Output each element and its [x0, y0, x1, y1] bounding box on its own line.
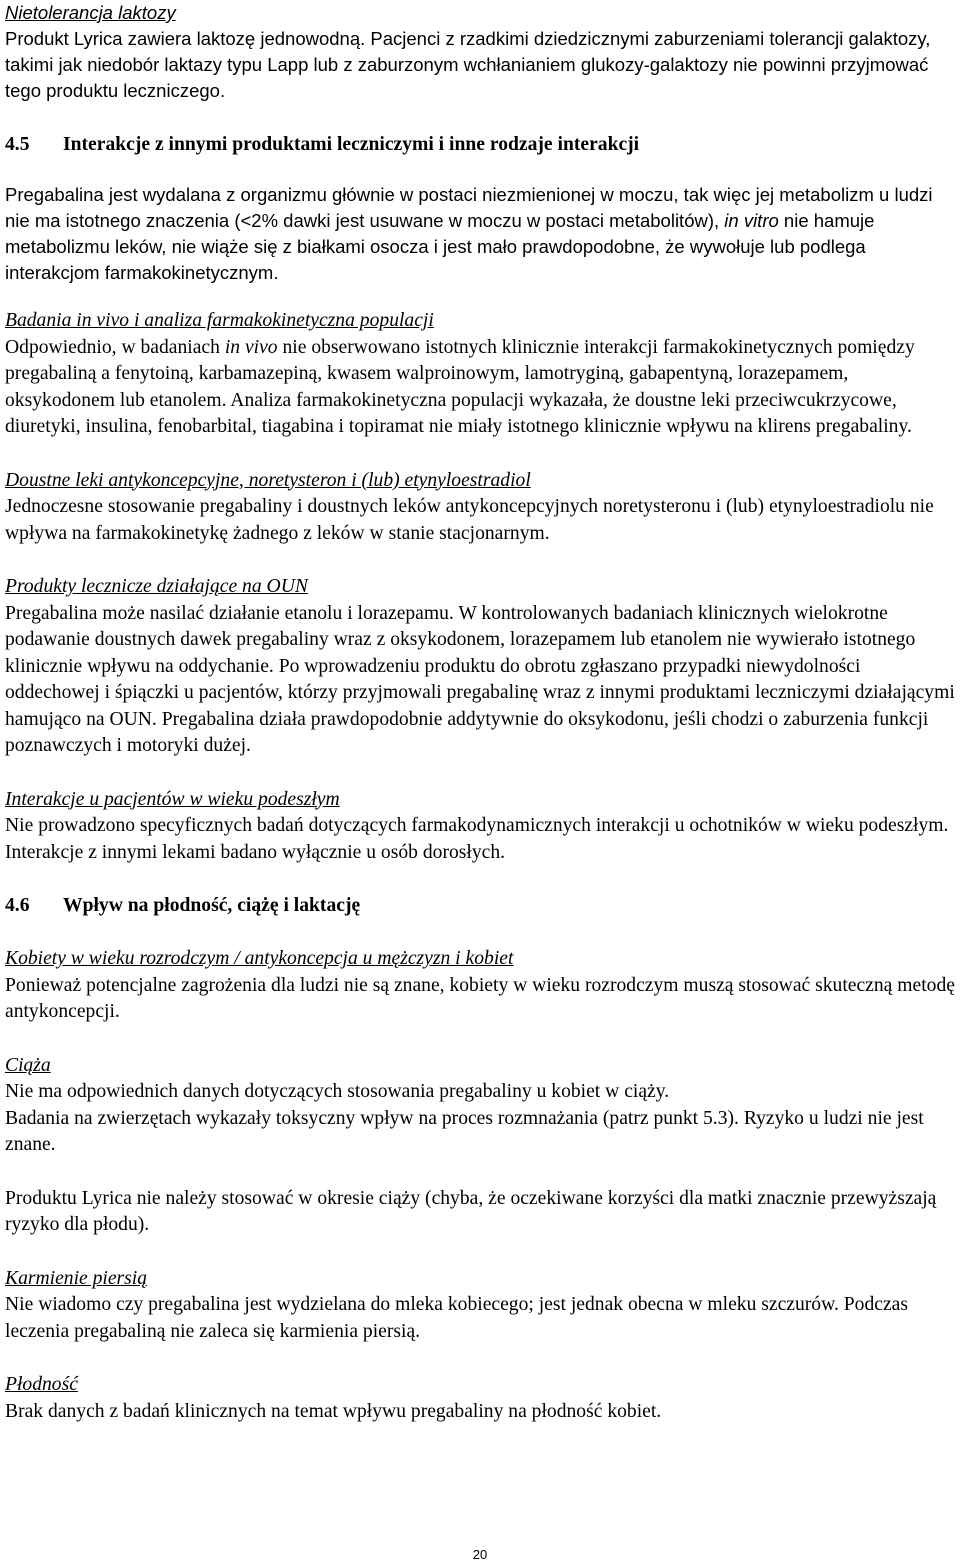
section-4-5-paragraph — [5, 182, 958, 286]
pregnancy-text-2: Produktu Lyrica nie należy stosować w okresie ciąży (chyba, że oczekiwane korzyści dla matki znacznie przewyższają ryzyko dla płodu). — [5, 1187, 937, 1235]
women-text: Ponieważ potencjalne zagrożenia dla ludzi nie są znane, kobiety w wieku rozrodczym muszą stosować skuteczną metodę antykoncepcji. — [5, 974, 955, 1022]
page-number: 20 — [472, 1547, 488, 1562]
fertility-heading: Płodność — [5, 1374, 78, 1395]
contraceptives-section — [5, 468, 958, 548]
elderly-section — [5, 787, 958, 867]
cns-text: Pregabalina może nasilać działanie etanolu i lorazepamu. W kontrolowanych badaniach klinicznych wielokrotne podawanie doustnych dawek pregabaliny wraz z oksykodonem, lorazepamem lub etanolem nie wywierało istotnego klinicznie wpływu na oddychanie. Po wprowadzeniu produktu do obrotu zgłaszano przypadki niewydolności oddechowej i śpiączki u pacjentów, którzy przyjmowali pregabalinę wraz z innymi produktami leczniczymi działającymi hamująco na OUN. Pregabalina działa prawdopodobnie addytywnie do oksykodonu, jeśli chodzi o zaburzenia funkcji poznawczych i motoryki dużej. — [5, 602, 955, 756]
section-4-5-heading — [5, 132, 958, 158]
elderly-text: Nie prowadzono specyficznych badań dotyczących farmakodynamicznych interakcji u ochotników w wieku podeszłym. Interakcje z innymi lekami badano wyłącznie u osób dorosłych. — [5, 815, 949, 863]
section-4-5-title: Interakcje z innymi produktami leczniczymi i inne rodzaje interakcji — [63, 134, 640, 155]
pregnancy-paragraph-2 — [5, 1186, 958, 1239]
section-4-6-heading — [5, 893, 958, 919]
pregnancy-line-2: Badania na zwierzętach wykazały toksyczny wpływ na proces rozmnażania (patrz punkt 5.3). Ryzyko u ludzi nie jest znane. — [5, 1107, 924, 1155]
section-4-6-number: 4.6 — [5, 895, 30, 916]
women-heading: Kobiety w wieku rozrodczym / antykoncepcja u mężczyzn i kobiet — [5, 948, 514, 969]
invivo-text — [5, 335, 958, 441]
in-vitro-term: in vitro — [724, 210, 779, 231]
cns-section — [5, 574, 958, 760]
breastfeeding-heading: Karmienie piersią — [5, 1267, 148, 1289]
contraceptives-text: Jednoczesne stosowanie pregabaliny i doustnych leków antykoncepcyjnych noretysteronu i (lub) etynyloestradiolu nie wpływa na farmakokinetykę żadnego z leków w stanie stacjonarnym. — [5, 496, 934, 544]
lactose-heading: Nietolerancja laktozy — [5, 2, 176, 23]
fertility-text: Brak danych z badań klinicznych na temat wpływu pregabaliny na płodność kobiet. — [5, 1400, 662, 1422]
invivo-text-end: nie obserwowano istotnych klinicznie interakcji farmakokinetycznych pomiędzy pregabaliną a fenytoiną, karbamazepiną, kwasem walproinowym, lamotryginą, gabapentyną, lorazepamem, oksykodonem lub etanolem. Analiza farmakokinetyczna populacji wykazała, że doustne leki przeciwcukrzycowe, diuretyki, insulina, fenobarbital, tiagabina i topiramat nie miały istotnego klinicznie wpływu na klirens pregabaliny. — [5, 336, 915, 437]
section-4-5-text-start: Pregabalina jest wydalana z organizmu głównie w postaci niezmienionej w moczu, tak więc jej metabolizm u ludzi nie ma istotnego znaczenia (<2% dawki jest usuwane w moczu w postaci metabolitów), — [5, 184, 933, 231]
contraceptives-heading: Doustne leki antykoncepcyjne, noretysteron i (lub) etynyloestradiol — [5, 469, 531, 491]
women-section — [5, 946, 958, 1026]
section-4-5-number: 4.5 — [5, 134, 30, 155]
invivo-text-start: Odpowiednio, w badaniach — [5, 336, 225, 358]
cns-heading: Produkty lecznicze działające na OUN — [5, 576, 308, 597]
breastfeeding-text: Nie wiadomo czy pregabalina jest wydzielana do mleka kobiecego; jest jednak obecna w mleku szczurów. Podczas leczenia pregabaliną nie zaleca się karmienia piersią. — [5, 1294, 908, 1342]
invivo-heading: Badania in vivo i analiza farmakokinetyczna populacji — [5, 310, 434, 331]
section-4-5-text-end: nie hamuje metabolizmu leków, nie wiąże się z białkami osocza i jest mało prawdopodobne, że wywołuje lub podlega interakcjom farmakokinetycznym. — [5, 210, 875, 283]
invivo-section — [5, 308, 958, 441]
lactose-text: Produkt Lyrica zawiera laktozę jednowodną. Pacjenci z rzadkimi dziedzicznymi zaburzeniami tolerancji galaktozy, takimi jak niedobór laktazy typu Lapp lub z zaburzonym wchłanianiem glukozy-galaktozy nie powinni przyjmować tego produktu leczniczego. — [5, 28, 931, 101]
section-4-6-title: Wpływ na płodność, ciążę i laktację — [63, 895, 361, 916]
lactose-section — [5, 0, 958, 104]
breastfeeding-section — [5, 1266, 958, 1346]
in-vivo-term: in vivo — [224, 336, 278, 358]
fertility-section — [5, 1372, 958, 1425]
pregnancy-line-1: Nie ma odpowiednich danych dotyczących stosowania pregabaliny u kobiet w ciąży. — [5, 1081, 670, 1102]
pregnancy-section — [5, 1053, 958, 1159]
elderly-heading: Interakcje u pacjentów w wieku podeszłym — [5, 788, 340, 810]
pregnancy-heading: Ciąża — [5, 1054, 51, 1076]
